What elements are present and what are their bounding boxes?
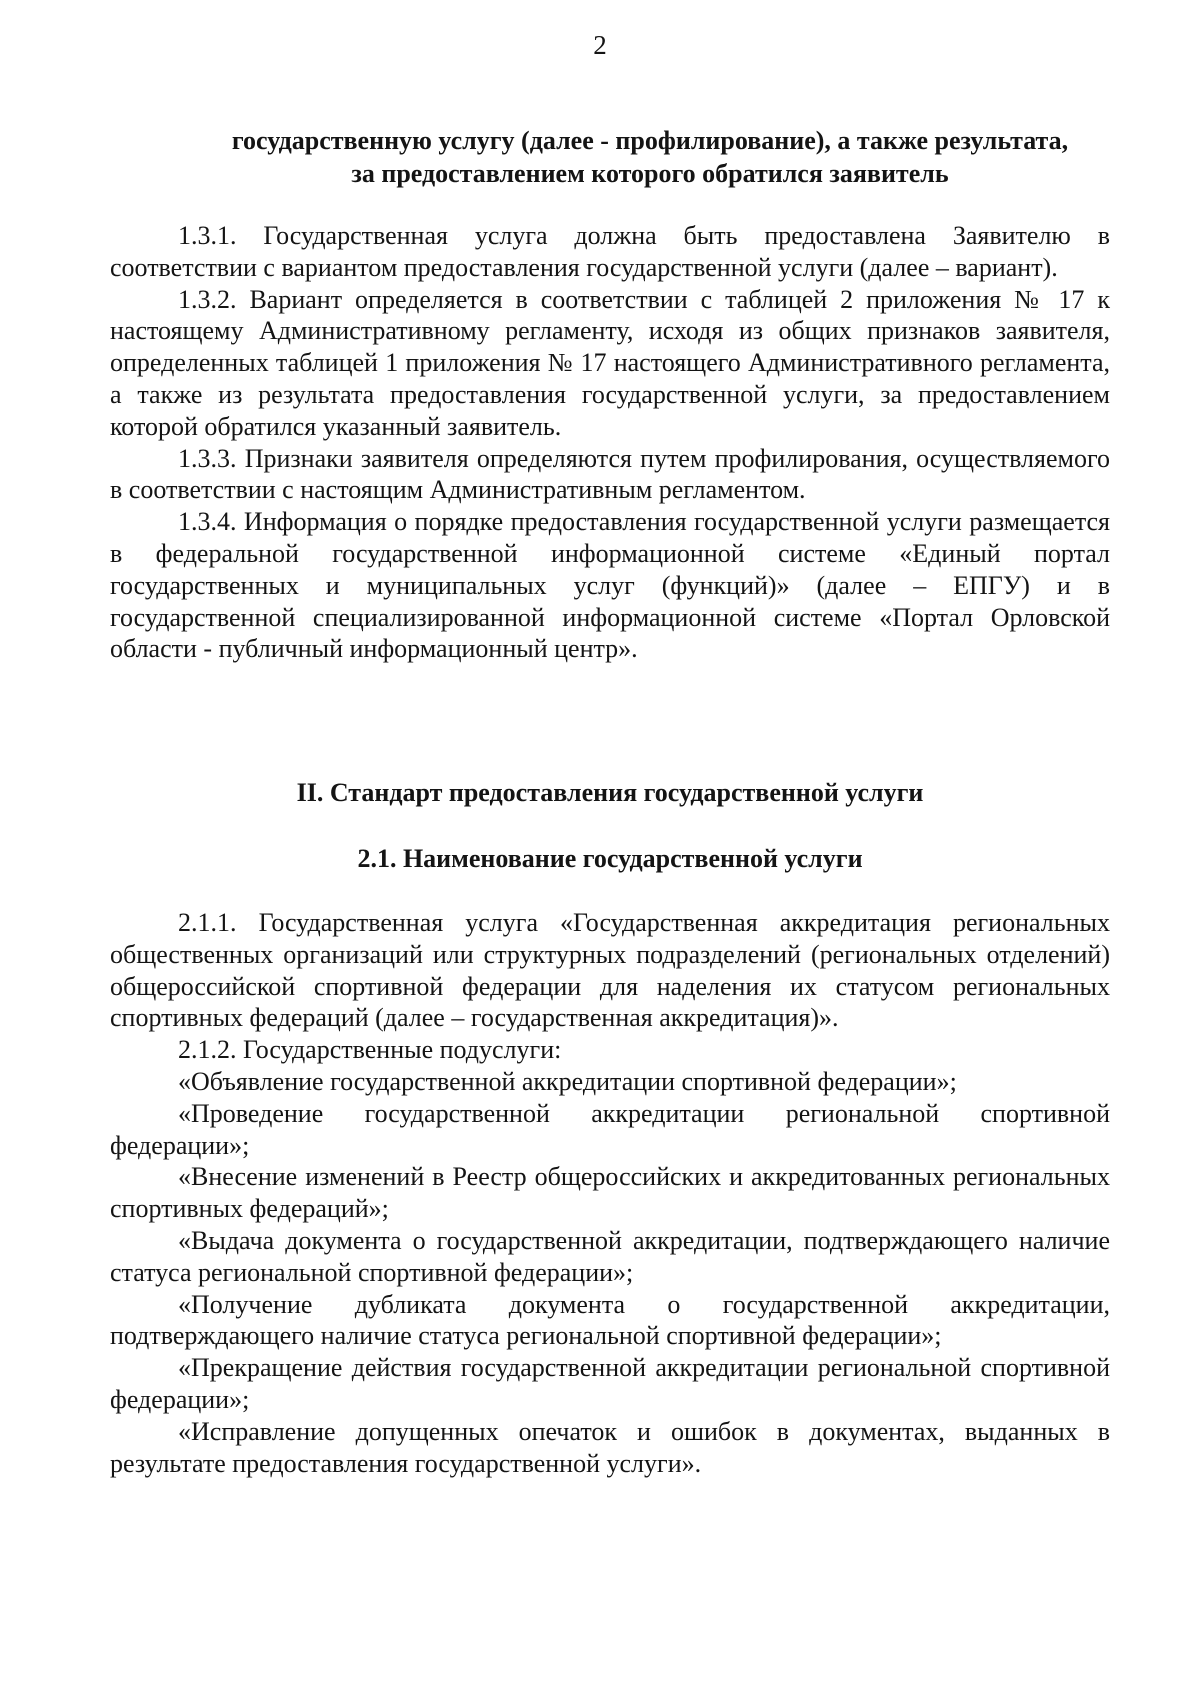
subservice-item: «Проведение государственной аккредитации региональной спортивной федерации»;: [110, 1098, 1110, 1160]
subservice-item: «Внесение изменений в Реестр общероссийских и аккредитованных региональных спортивных федераций»;: [110, 1162, 1110, 1224]
paragraph-1-3-1: 1.3.1. Государственная услуга должна быть предоставлена Заявителю в соответствии с вариантом предоставления государственной услуги (далее – вариант).: [110, 221, 1110, 282]
paragraph-1-3-3: 1.3.3. Признаки заявителя определяются путем профилирования, осуществляемого в соответствии с настоящим Административным регламентом.: [110, 443, 1110, 505]
section2-body: [110, 907, 1110, 1479]
paragraph-2-1-2: 2.1.2. Государственные подуслуги:: [178, 1035, 562, 1065]
subservice-item: «Прекращение действия государственной аккредитации региональной спортивной федерации»;: [110, 1353, 1110, 1414]
subsection-2-1-title-block: [110, 842, 1110, 875]
top-heading-line-1: государственную услугу (далее - профилирование), а также результата,: [231, 126, 1069, 155]
paragraph-1-3-4: 1.3.4. Информация о порядке предоставления государственной услуги размещается в федеральной государственной информационной системе «Единый портал государственных и муниципальных услуг (функций)» (далее – ЕПГУ) и в государственной специализированной информационной системе «Портал Орловской области - публичный информационный центр».: [110, 507, 1110, 664]
top-heading: [190, 124, 1110, 190]
paragraph-1-3-2: 1.3.2. Вариант определяется в соответствии с таблицей 2 приложения № 17 к настоящему Административному регламенту, исходя из общих признаков заявителя, определенных таблицей 1 приложения № 17 настоящего Административного регламента, а также из результата предоставления государственной услуги, за предоставлением которой обратился указанный заявитель.: [110, 284, 1110, 441]
subservice-item: «Исправление допущенных опечаток и ошибок в документах, выданных в результате предоставления государственной услуги».: [110, 1416, 1110, 1478]
subservice-item: «Выдача документа о государственной аккредитации, подтверждающего наличие статуса региональной спортивной федерации»;: [110, 1225, 1110, 1287]
section1-body: [110, 220, 1110, 665]
subservice-item: «Объявление государственной аккредитации спортивной федерации»;: [178, 1066, 957, 1096]
top-heading-line-2: за предоставлением которого обратился заявитель: [351, 159, 949, 188]
subsection-2-1-title: 2.1. Наименование государственной услуги: [357, 844, 863, 873]
paragraph-2-1-1: 2.1.1. Государственная услуга «Государственная аккредитация региональных общественных организаций или структурных подразделений (региональных отделений) общероссийской спортивной федерации для наделения их статусом региональных спортивных федераций (далее – государственная аккредитация)».: [110, 908, 1110, 1033]
section-2-title: II. Стандарт предоставления государственной услуги: [296, 778, 924, 807]
subservice-item: «Получение дубликата документа о государственной аккредитации, подтверждающего наличие статуса региональной спортивной федерации»;: [110, 1289, 1110, 1351]
page-number: 2: [593, 30, 607, 60]
section-2-title-block: [110, 776, 1110, 809]
